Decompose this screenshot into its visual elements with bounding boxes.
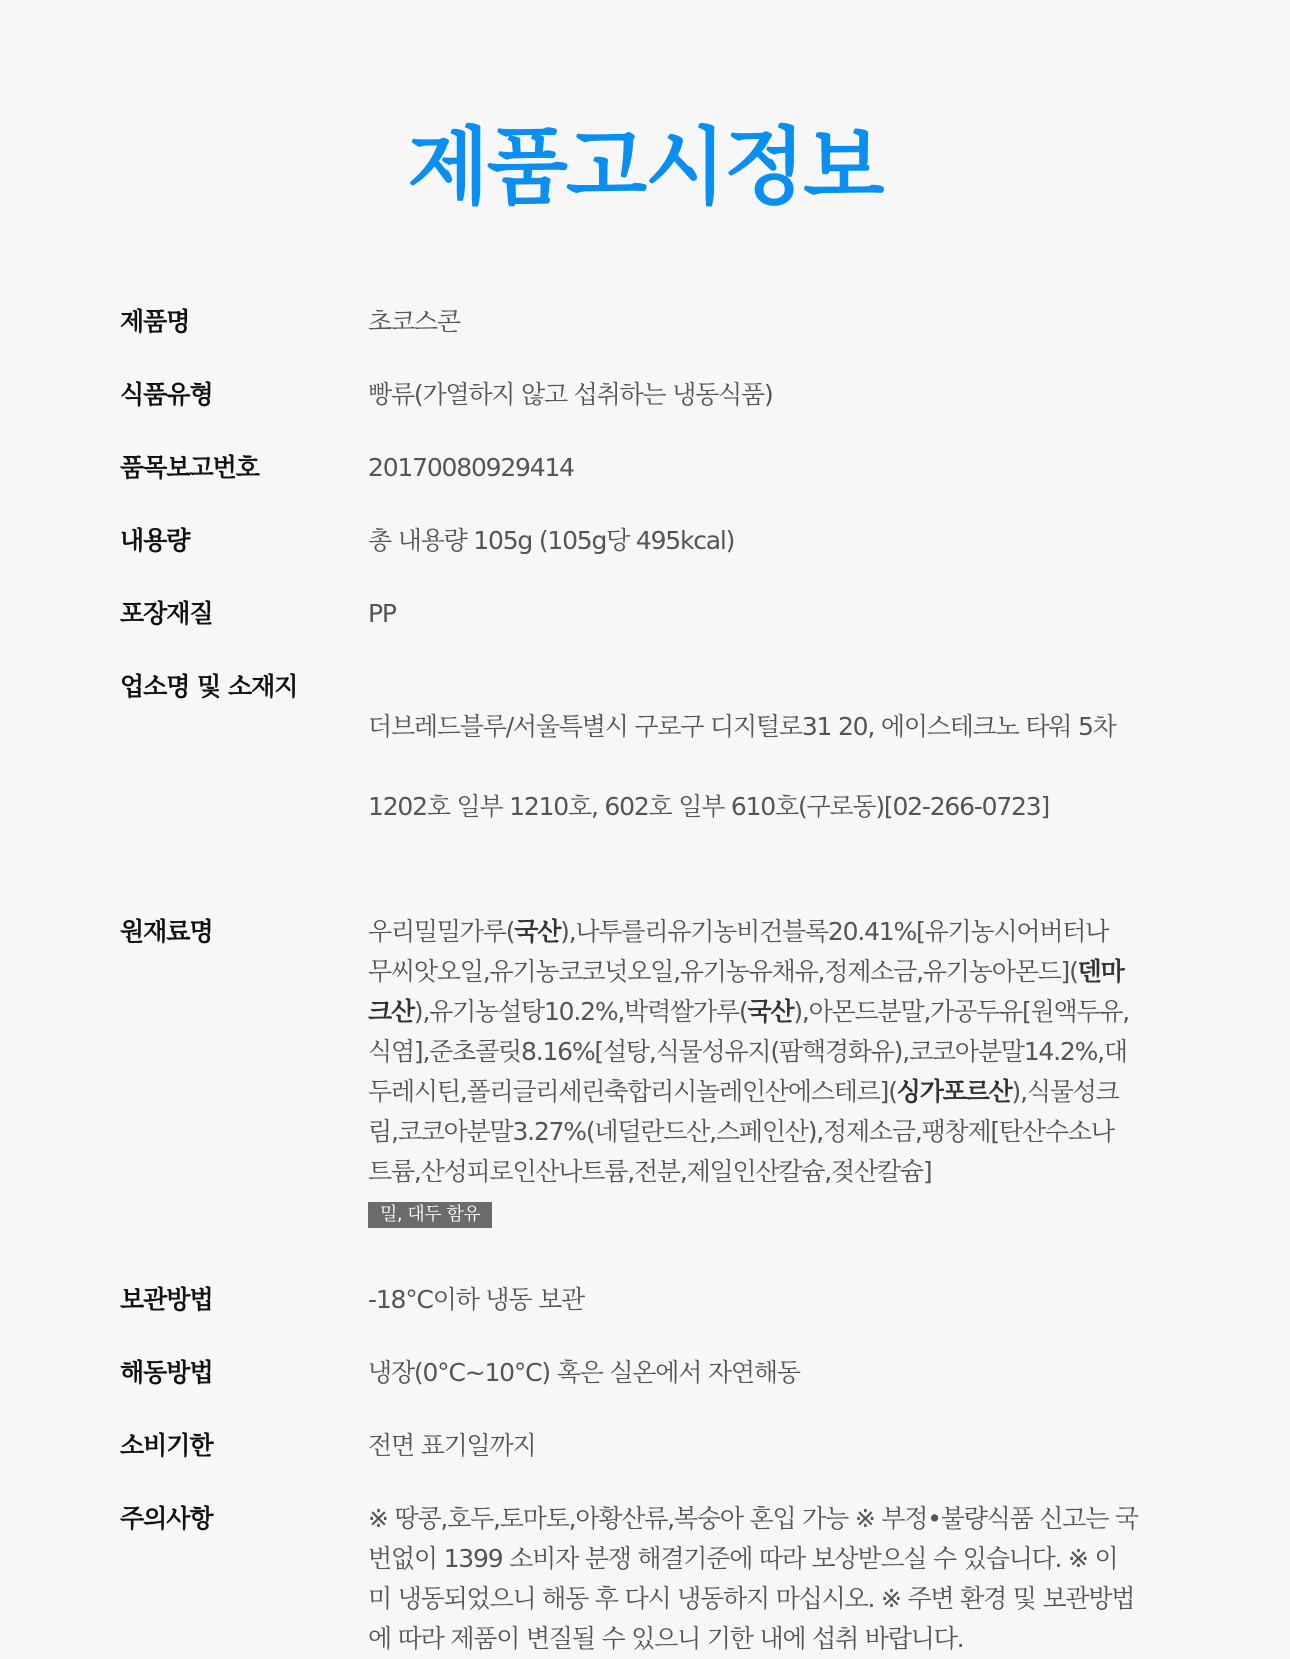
value-ingredients <box>368 912 1180 1232</box>
manufacturer-line-1: 더브레드블루/서울특별시 구로구 디지털로31 20, 에이스테크노 타워 5차 <box>368 712 1116 741</box>
ingredients-origin: 덴마 <box>1077 957 1124 986</box>
page-title: 제품고시정보 <box>407 118 883 216</box>
label-cautions: 주의사항 <box>120 1504 213 1533</box>
ingredients-text: 두레시틴,폴리글리세린축합리시놀레인산에스테르]( <box>368 1077 897 1106</box>
allergen-badge: 밀, 대두 함유 <box>368 1202 492 1228</box>
ingredients-line <box>368 992 1180 1032</box>
caution-line: ※ 땅콩,호두,토마토,아황산류,복숭아 혼입 가능 ※ 부정•불량식품 신고는 국 <box>368 1504 1138 1533</box>
label-expiry: 소비기한 <box>120 1431 213 1460</box>
row-packaging <box>120 594 1180 634</box>
ingredients-origin: 싱가포르산 <box>896 1077 1012 1106</box>
ingredients-text: ),유기농설탕10.2%,박력쌀가루( <box>413 997 748 1026</box>
ingredients-origin: 국산 <box>747 997 794 1026</box>
label-food-type: 식품유형 <box>120 380 213 409</box>
label-product-name: 제품명 <box>120 307 190 336</box>
label-report-number: 품목보고번호 <box>120 453 259 482</box>
value-net-content: 총 내용량 105g (105g당 495kcal) <box>368 526 735 555</box>
label-net-content: 내용량 <box>120 526 190 555</box>
ingredients-line: 트륨,산성피로인산나트륨,전분,제일인산칼슘,젖산칼슘] <box>368 1157 932 1186</box>
value-report-number: 20170080929414 <box>368 453 574 482</box>
row-food-type <box>120 375 1180 415</box>
label-thawing: 해동방법 <box>120 1358 213 1387</box>
row-net-content <box>120 521 1180 561</box>
value-manufacturer <box>368 667 1180 867</box>
row-report-number <box>120 448 1180 488</box>
row-expiry <box>120 1426 1180 1466</box>
value-product-name: 초코스콘 <box>368 307 460 336</box>
label-manufacturer: 업소명 및 소재지 <box>120 672 298 701</box>
ingredients-text: 우리밀밀가루( <box>368 917 515 946</box>
ingredients-text: 무씨앗오일,유기농코코넛오일,유기농유채유,정제소금,유기농아몬드]( <box>368 957 1078 986</box>
ingredients-text: ),식물성크 <box>1011 1077 1119 1106</box>
value-packaging: PP <box>368 599 396 628</box>
row-ingredients <box>120 912 1180 1232</box>
ingredients-line <box>368 952 1180 992</box>
row-cautions <box>120 1499 1180 1659</box>
info-table <box>120 302 1180 1659</box>
row-storage <box>120 1280 1180 1320</box>
value-storage: -18°C이하 냉동 보관 <box>368 1285 584 1314</box>
value-food-type: 빵류(가열하지 않고 섭취하는 냉동식품) <box>368 380 773 409</box>
ingredients-line <box>368 912 1180 952</box>
ingredients-line: 식염],준초콜릿8.16%[설탕,식물성유지(팜핵경화유),코코아분말14.2%,대 <box>368 1037 1127 1066</box>
ingredients-line: 림,코코아분말3.27%(네덜란드산,스페인산),정제소금,팽창제[탄산수소나 <box>368 1117 1114 1146</box>
ingredients-text: ),나투를리유기농비건블록20.41%[유기농시어버터나 <box>560 917 1109 946</box>
manufacturer-line-2: 1202호 일부 1210호, 602호 일부 610호(구로동)[02-266-0723] <box>368 792 1050 821</box>
caution-line: 에 따라 제품이 변질될 수 있으니 기한 내에 섭취 바랍니다. <box>368 1624 964 1653</box>
row-manufacturer <box>120 667 1180 867</box>
ingredients-text: ),아몬드분말,가공두유[원액두유, <box>793 997 1130 1026</box>
row-thawing <box>120 1353 1180 1393</box>
row-product-name <box>120 302 1180 342</box>
ingredients-origin: 크산 <box>368 997 414 1026</box>
value-cautions <box>368 1499 1180 1659</box>
ingredients-line <box>368 1072 1180 1112</box>
caution-line: 번없이 1399 소비자 분쟁 해결기준에 따라 보상받으실 수 있습니다. ※ 이 <box>368 1544 1118 1573</box>
label-packaging: 포장재질 <box>120 599 213 628</box>
value-expiry: 전면 표기일까지 <box>368 1431 536 1460</box>
caution-line: 미 냉동되었으니 해동 후 다시 냉동하지 마십시오. ※ 주변 환경 및 보관방법 <box>368 1584 1135 1613</box>
label-storage: 보관방법 <box>120 1285 213 1314</box>
ingredients-origin: 국산 <box>514 917 561 946</box>
label-ingredients: 원재료명 <box>120 917 213 946</box>
value-thawing: 냉장(0°C~10°C) 혹은 실온에서 자연해동 <box>368 1358 800 1387</box>
